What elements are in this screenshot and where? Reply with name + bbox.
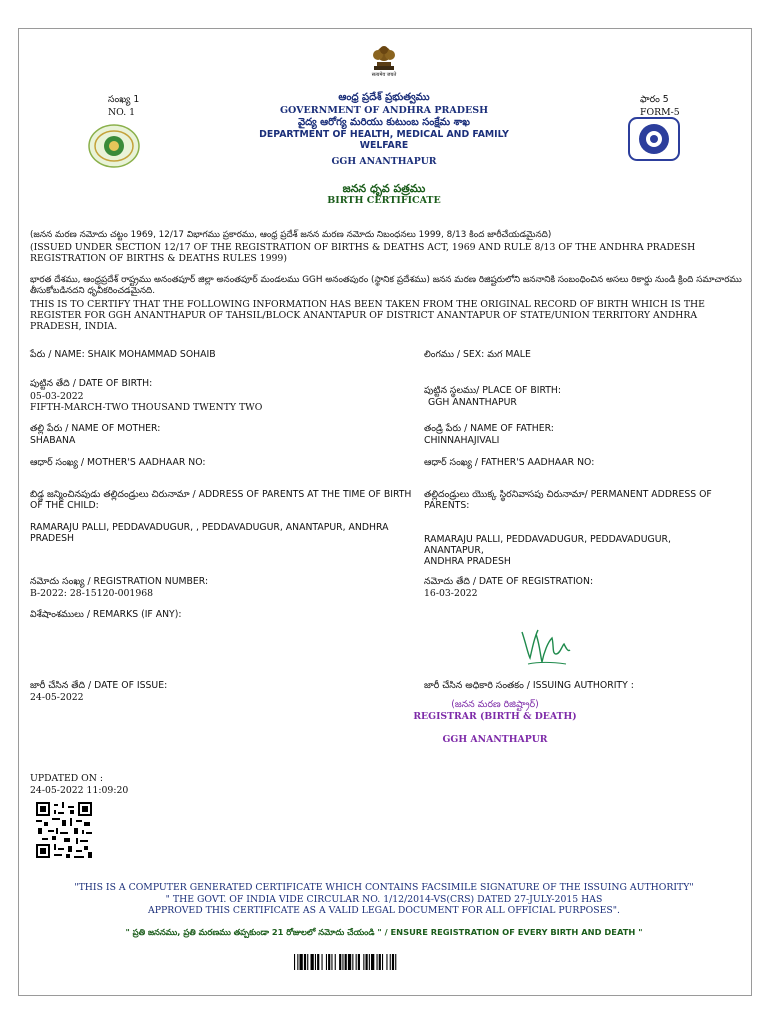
address-birth-label: బిడ్డ జన్మించినపుడు తల్లిదండ్రులు చిరునామా / ADDRESS OF PARENTS AT THE TIME OF BIRTH OF THE CHILD:: [30, 489, 412, 511]
dept-te: వైద్య ఆరోగ్య మరియు కుటుంబ సంక్షేమ శాఖ: [298, 117, 470, 128]
form-no: FORM-5: [640, 107, 680, 118]
pob-value: GGH ANANTHAPUR: [428, 397, 517, 408]
footer-line2: " THE GOVT. OF INDIA VIDE CIRCULAR NO. 1/12/2014-VS(CRS) DATED 27-JULY-2015 HAS: [165, 894, 603, 905]
mother-value: SHABANA: [30, 435, 76, 446]
remarks-label: విశేషాంశములు / REMARKS (IF ANY):: [30, 609, 182, 620]
address-perm-line1: RAMARAJU PALLI, PEDDAVADUGUR, PEDDAVADUGUR,: [424, 534, 671, 545]
address-perm-label: తల్లిదండ్రులు యొక్క స్థిరనివాసపు చిరునామా/ PERMANENT ADDRESS OF PARENTS:: [424, 489, 712, 511]
address-birth-value: RAMARAJU PALLI, PEDDAVADUGUR, , PEDDAVADUGUR, ANANTAPUR, ANDHRA PRADESH: [30, 522, 389, 544]
regdate-value: 16-03-2022: [424, 588, 478, 599]
serial-no: NO. 1: [108, 107, 136, 118]
father-aadhaar-label: ఆధార్ సంఖ్య / FATHER'S AADHAAR NO:: [424, 457, 595, 468]
updated-label: UPDATED ON :: [30, 773, 103, 784]
regno-label: నమోదు సంఖ్య / REGISTRATION NUMBER:: [30, 576, 209, 587]
dept-en: DEPARTMENT OF HEALTH, MEDICAL AND FAMILY WELFARE: [259, 129, 509, 151]
issue-value: 24-05-2022: [30, 692, 84, 703]
registrar-place: GGH ANANTHAPUR: [442, 734, 548, 745]
govt-te: ఆంధ్ర ప్రదేశ్ ప్రభుత్వము: [338, 92, 430, 103]
govt-en: GOVERNMENT OF ANDHRA PRADESH: [279, 105, 489, 116]
dob-label: పుట్టిన తేది / DATE OF BIRTH:: [30, 378, 153, 389]
registrar-en: REGISTRAR (BIRTH & DEATH): [413, 711, 577, 722]
issue-label: జారీ చేసిన తేది / DATE OF ISSUE:: [30, 680, 168, 691]
sex-field: లింగము / SEX: మగ MALE: [424, 349, 531, 360]
updated-value: 24-05-2022 11:09:20: [30, 785, 129, 796]
hospital-name: GGH ANANTHAPUR: [331, 156, 437, 167]
title-te: జనన ధృవ పత్రము: [342, 182, 426, 195]
sankhya-te: సంఖ్య 1: [108, 94, 140, 105]
qr-code-icon: [36, 802, 92, 858]
issued-under-te: (జనన మరణ నమోదు చట్టం 1969, 12/17 విభాగము ప్రకారము, ఆంధ్ర ప్రదేశ్ జనన మరణ నమోదు నిబంధనలు 1999, 8/13 కింద జారీచేయడమైనది): [30, 230, 552, 240]
barcode-icon: [294, 954, 474, 970]
footer-line3: APPROVED THIS CERTIFICATE AS A VALID LEGAL DOCUMENT FOR ALL OFFICIAL PURPOSES".: [148, 905, 620, 916]
issued-under-en: (ISSUED UNDER SECTION 12/17 OF THE REGISTRATION OF BIRTHS & DEATHS ACT, 1969 AND RULE 8/13 OF THE ANDHRA PRADESH REGISTRATION OF BIRTHS & DEATHS RULES 1999): [30, 242, 696, 264]
signature-icon: [518, 624, 574, 668]
dob-words: FIFTH-MARCH-TWO THOUSAND TWENTY TWO: [30, 402, 263, 413]
regno-value: B-2022: 28-15120-001968: [30, 588, 154, 599]
mother-label: తల్లి పేరు / NAME OF MOTHER:: [30, 423, 161, 434]
title-en: BIRTH CERTIFICATE: [327, 195, 441, 206]
address-perm-line2: ANANTAPUR,: [424, 545, 484, 556]
ap-seal-icon: [88, 124, 140, 168]
certify-te: భారత దేశము, ఆంధ్రప్రదేశ్ రాష్ట్రము అనంతపూర్ జిల్లా అనంతపూర్ మండలము GGH అనంతపురం (స్థానిక ప్రదేశము) జనన మరణ రిజిష్టరులోని జననానికి సంబంధించిన అసలు రికార్డు నుండి క్రింది సమాచారము తీసుకోబడినదని ధృవీకరించడమైనది.: [30, 275, 742, 296]
name-field: పేరు / NAME: SHAIK MOHAMMAD SOHAIB: [30, 349, 216, 360]
pob-label: పుట్టిన స్థలము/ PLACE OF BIRTH:: [424, 385, 562, 396]
dob-value: 05-03-2022: [30, 391, 84, 402]
certify-en: THIS IS TO CERTIFY THAT THE FOLLOWING INFORMATION HAS BEEN TAKEN FROM THE ORIGINAL RECORD OF BIRTH WHICH IS THE REGISTER FOR GGH ANANTHAPUR OF TAHSIL/BLOCK ANANTAPUR OF DISTRICT ANANTAPUR OF STATE/UNION TERRITORY ANDHRA PRADESH, INDIA.: [30, 299, 705, 332]
footer-slogan: " ప్రతి జననము, ప్రతి మరణము తప్పకుండా 21 రోజులలో నమోదు చేయండి " / ENSURE REGISTRATION OF EVERY BIRTH AND DEATH ": [125, 927, 643, 937]
form-te: ఫారం 5: [640, 94, 669, 105]
emblem-motto: सत्यमेव जयते: [371, 72, 397, 78]
footer-line1: "THIS IS A COMPUTER GENERATED CERTIFICATE WHICH CONTAINS FACSIMILE SIGNATURE OF THE ISSUING AUTHORITY": [74, 882, 694, 893]
certificate-border: [18, 28, 752, 996]
address-perm-line3: ANDHRA PRADESH: [424, 556, 511, 567]
registrar-te: (జనన మరణ రిజిష్ట్రార్): [451, 699, 539, 710]
regdate-label: నమోదు తేది / DATE OF REGISTRATION:: [424, 576, 594, 587]
authority-label: జారీ చేసిన అధికారి సంతకం / ISSUING AUTHORITY :: [424, 680, 634, 691]
father-label: తండ్రి పేరు / NAME OF FATHER:: [424, 423, 554, 434]
father-value: CHINNAHAJIVALI: [424, 435, 500, 446]
mother-aadhaar-label: ఆధార్ సంఖ్య / MOTHER'S AADHAAR NO:: [30, 457, 206, 468]
crs-logo-icon: [628, 117, 680, 161]
